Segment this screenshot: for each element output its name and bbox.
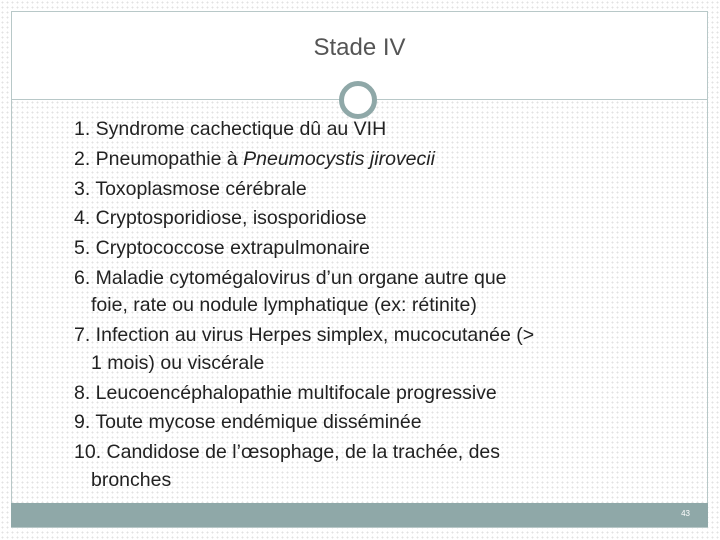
item-text: 10. Candidose de l’œsophage, de la trachée, des (74, 441, 501, 464)
item-text: 7. Infection au virus Herpes simplex, mucocutanée (> (74, 324, 535, 347)
item-text: 2. Pneumopathie à (74, 147, 244, 170)
item-text: 9. Toute mycose endémique disséminée (74, 411, 422, 434)
item-continuation: bronches (91, 468, 172, 491)
list-item (74, 380, 674, 408)
list-item (74, 439, 674, 494)
list-item (74, 322, 674, 377)
list-item (74, 409, 674, 437)
item-continuation: foie, rate ou nodule lymphatique (ex: rétinite) (91, 294, 477, 317)
item-text: 1. Syndrome cachectique dû au VIH (74, 118, 387, 140)
item-text: 8. Leucoencéphalopathie multifocale progressive (74, 381, 497, 404)
item-text: 5. Cryptococcose extrapulmonaire (74, 237, 370, 260)
item-text: 3. Toxoplasmose cérébrale (74, 177, 307, 200)
list-item (74, 146, 674, 174)
content-list (74, 116, 674, 496)
list-item (74, 205, 674, 233)
list-item (74, 235, 674, 263)
footer-bar (11, 503, 708, 527)
item-continuation: 1 mois) ou viscérale (91, 351, 265, 374)
list-item (74, 116, 674, 144)
list-item (74, 265, 674, 320)
list-item (74, 176, 674, 204)
decorative-ring-icon (339, 81, 377, 119)
page-number: 43 (681, 509, 690, 518)
slide-title: Stade IV (313, 34, 406, 61)
item-text: 6. Maladie cytomégalovirus d’un organe autre que (74, 266, 507, 289)
item-text: 4. Cryptosporidiose, isosporidiose (74, 207, 367, 230)
item-italic-text: Pneumocystis jirovecii (243, 147, 435, 170)
